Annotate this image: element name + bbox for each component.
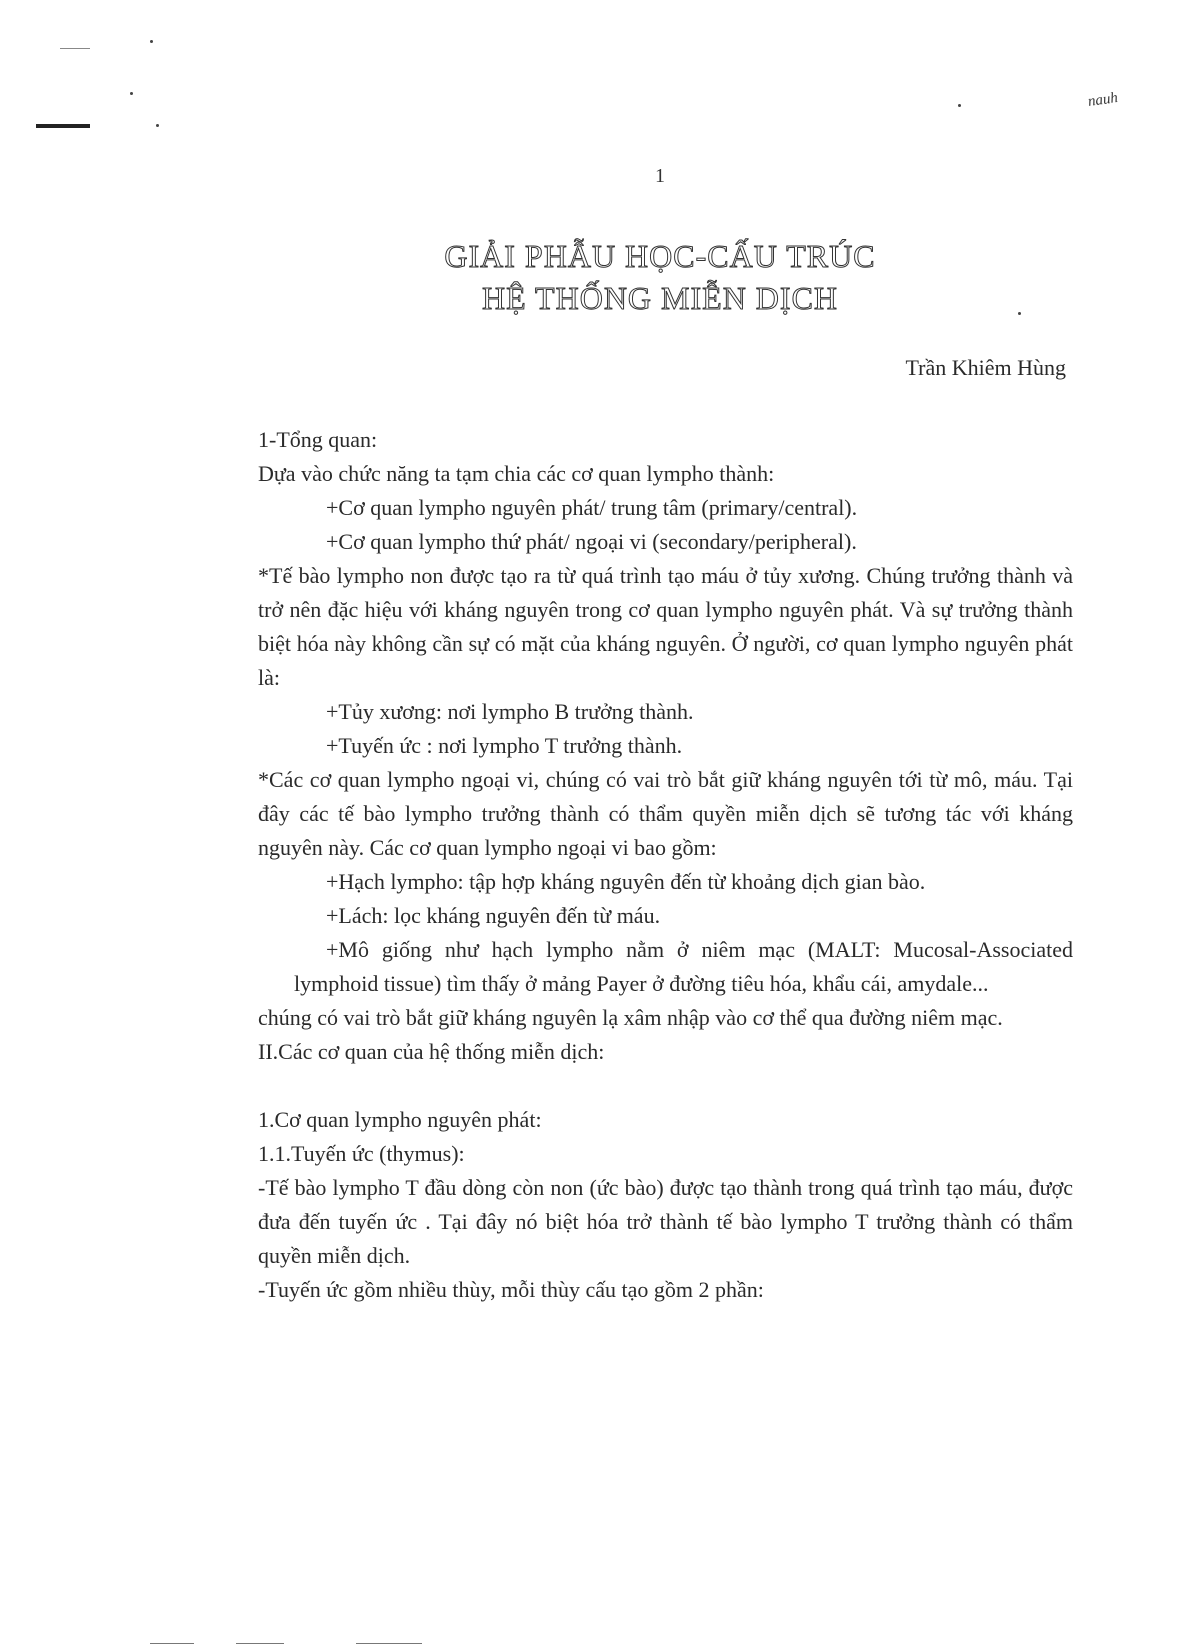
scan-speck bbox=[156, 124, 159, 127]
scan-speck bbox=[150, 40, 153, 43]
paragraph-peripheral-organs: *Các cơ quan lympho ngoại vi, chúng có vai trò bắt giữ kháng nguyên tới từ mô, máu. Tại đây các tế bào lympho trưởng thành có thẩm quyền miễn dịch sẽ tương tác với kháng nguyên này. Các cơ quan lympho ngoại vi bao gồm: bbox=[258, 767, 1073, 860]
paragraph-primary-organs: *Tế bào lympho non được tạo ra từ quá trình tạo máu ở tủy xương. Chúng trưởng thành và trở nên đặc hiệu với kháng nguyên trong cơ quan lympho nguyên phát. Và sự trưởng thành biệt hóa này không cần sự có mặt của kháng nguyên. Ở người, cơ quan lympho nguyên phát là: bbox=[258, 563, 1073, 690]
title-line-1: GIẢI PHẪU HỌC-CẤU TRÚC bbox=[444, 238, 876, 274]
title-line-2: HỆ THỐNG MIỄN DỊCH bbox=[481, 280, 839, 316]
scan-artifact-dash bbox=[236, 1643, 284, 1644]
document-body bbox=[258, 423, 1073, 1307]
paragraph-malt-role: chúng có vai trò bắt giữ kháng nguyên lạ xâm nhập vào cơ thể qua đường niêm mạc. bbox=[258, 1005, 1003, 1030]
scan-artifact-dash bbox=[356, 1643, 422, 1644]
list-item-lymph-node: +Hạch lympho: tập hợp kháng nguyên đến từ khoảng dịch gian bào. bbox=[326, 869, 926, 894]
scan-speck bbox=[130, 92, 133, 95]
list-item-spleen: +Lách: lọc kháng nguyên đến từ máu. bbox=[326, 903, 661, 928]
paragraph-intro: Dựa vào chức năng ta tạm chia các cơ quan lympho thành: bbox=[258, 461, 775, 486]
subsection-heading-thymus: 1.1.Tuyến ức (thymus): bbox=[258, 1141, 465, 1166]
list-item-secondary: +Cơ quan lympho thứ phát/ ngoại vi (secondary/peripheral). bbox=[326, 529, 857, 554]
scan-artifact-dash bbox=[36, 124, 90, 128]
list-item-primary: +Cơ quan lympho nguyên phát/ trung tâm (primary/central). bbox=[326, 495, 858, 520]
subsection-heading-primary: 1.Cơ quan lympho nguyên phát: bbox=[258, 1107, 542, 1132]
list-item-bone-marrow: +Tủy xương: nơi lympho B trưởng thành. bbox=[326, 699, 694, 724]
scan-speck bbox=[958, 104, 961, 107]
section-heading-organs: II.Các cơ quan của hệ thống miễn dịch: bbox=[258, 1039, 605, 1064]
author: Trần Khiêm Hùng bbox=[905, 355, 1066, 380]
scan-artifact-dash bbox=[60, 48, 90, 49]
handwritten-note: nauh bbox=[1086, 89, 1119, 111]
scan-artifact-dash bbox=[150, 1643, 194, 1644]
paragraph-thymus-lobes: -Tuyến ức gồm nhiều thùy, mỗi thùy cấu tạo gồm 2 phần: bbox=[258, 1277, 764, 1302]
section-heading-overview: 1-Tổng quan: bbox=[258, 427, 378, 452]
list-item-malt: +Mô giống như hạch lympho nằm ở niêm mạc (MALT: Mucosal-Associated lymphoid tissue) tìm thấy ở mảng Payer ở đường tiêu hóa, khẩu cái, amydale... bbox=[294, 937, 1073, 996]
paragraph-thymus: -Tế bào lympho T đầu dòng còn non (ức bào) được tạo thành trong quá trình tạo máu, được đưa đến tuyến ức . Tại đây nó biệt hóa trở thành tế bào lympho T trưởng thành có thẩm quyền miễn dịch. bbox=[258, 1175, 1073, 1268]
list-item-thymus: +Tuyến ức : nơi lympho T trưởng thành. bbox=[326, 733, 683, 758]
page-number: 1 bbox=[655, 165, 665, 187]
